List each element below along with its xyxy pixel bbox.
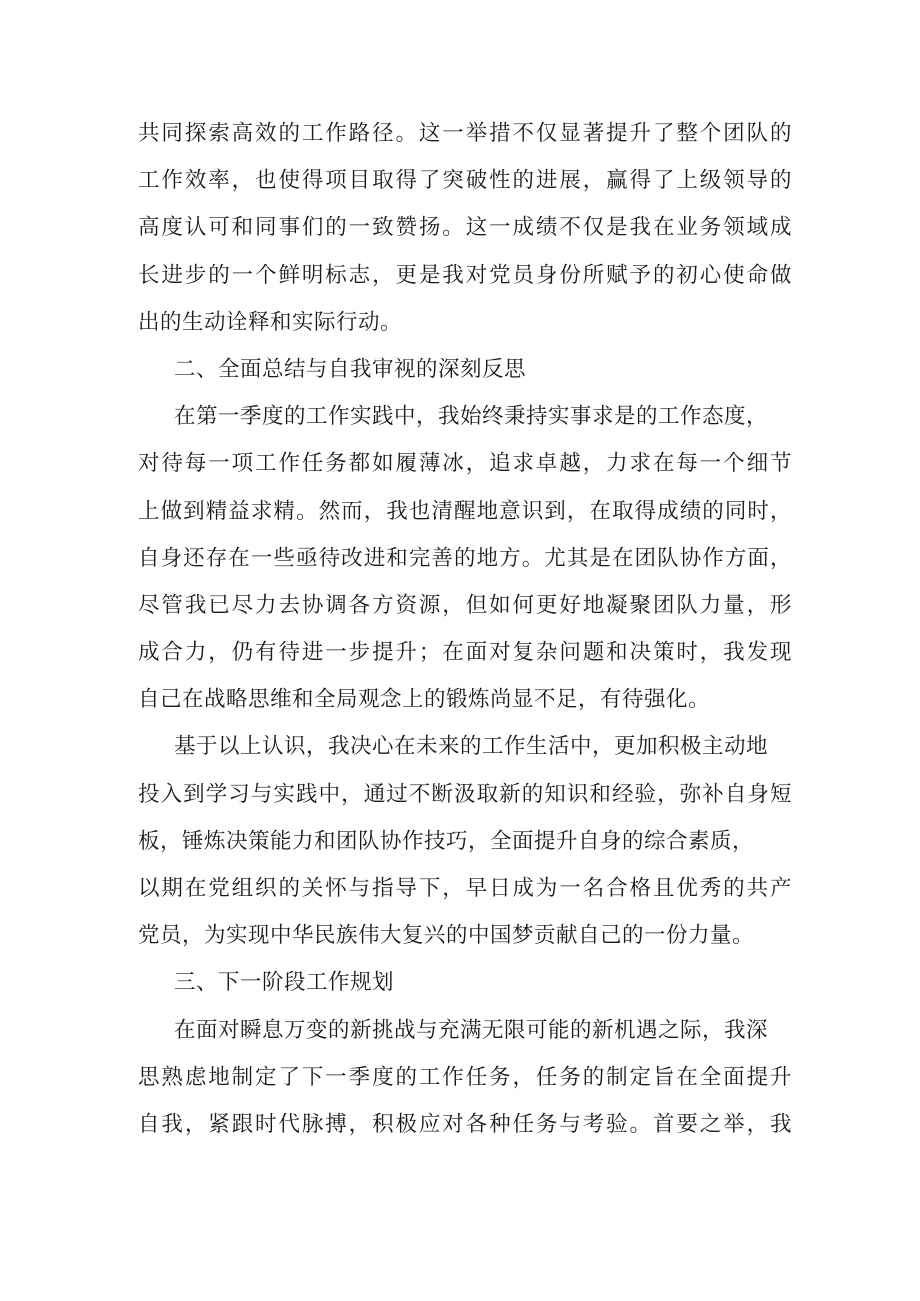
paragraph-line: 在面对瞬息万变的新挑战与充满无限可能的新机遇之际，我深 [174,1017,769,1043]
paragraph-line: 出的生动诠释和实际行动。 [138,309,403,335]
paragraph-line: 以期在党组织的关怀与指导下，早日成为一名合格且优秀的共产 [138,876,792,901]
paragraph-line: 对待每一项工作任务都如履薄冰，追求卓越，力求在每一个细节 [138,451,792,477]
paragraph-line: 在第一季度的工作实践中，我始终秉持实事求是的工作态度， [174,404,769,430]
paragraph-line: 长进步的一个鲜明标志，更是我对党员身份所赋予的初心使命做 [138,262,792,288]
document-body [138,110,792,1148]
paragraph-line: 自己在战略思维和全局观念上的锻炼尚显不足，有待强化。 [138,687,711,713]
paragraph-line: 上做到精益求精。然而，我也清醒地意识到，在取得成绩的同时， [138,498,792,524]
paragraph-line: 板，锤炼决策能力和团队协作技巧，全面提升自身的综合素质， [138,828,755,854]
paragraph-line: 工作效率，也使得项目取得了突破性的进展，赢得了上级领导的 [138,168,792,194]
paragraph-1 [138,110,792,346]
paragraph-line: 投入到学习与实践中，通过不断汲取新的知识和经验，弥补自身短 [138,781,792,807]
paragraph-line: 思熟虑地制定了下一季度的工作任务，任务的制定旨在全面提升 [138,1064,792,1090]
paragraph-line: 尽管我已尽力去协调各方资源，但如何更好地凝聚团队力量，形 [138,592,792,618]
paragraph-line: 基于以上认识，我决心在未来的工作生活中，更加积极主动地 [174,734,769,760]
paragraph-3 [138,723,792,959]
section-heading-3: 三、下一阶段工作规划 [174,970,395,996]
paragraph-2 [138,393,792,723]
paragraph-4 [138,1007,792,1149]
section-heading-2: 二、全面总结与自我审视的深刻反思 [174,356,527,382]
paragraph-line: 党员，为实现中华民族伟大复兴的中国梦贡献自己的一份力量。 [138,923,755,949]
paragraph-line: 共同探索高效的工作路径。这一举措不仅显著提升了整个团队的 [138,121,792,146]
paragraph-line: 高度认可和同事们的一致赞扬。这一成绩不仅是我在业务领域成 [138,215,792,241]
paragraph-line: 自我，紧跟时代脉搏，积极应对各种任务与考验。首要之举，我 [138,1111,792,1137]
paragraph-line: 自身还存在一些亟待改进和完善的地方。尤其是在团队协作方面， [138,545,792,571]
paragraph-line: 成合力，仍有待进一步提升；在面对复杂问题和决策时，我发现 [138,640,792,666]
